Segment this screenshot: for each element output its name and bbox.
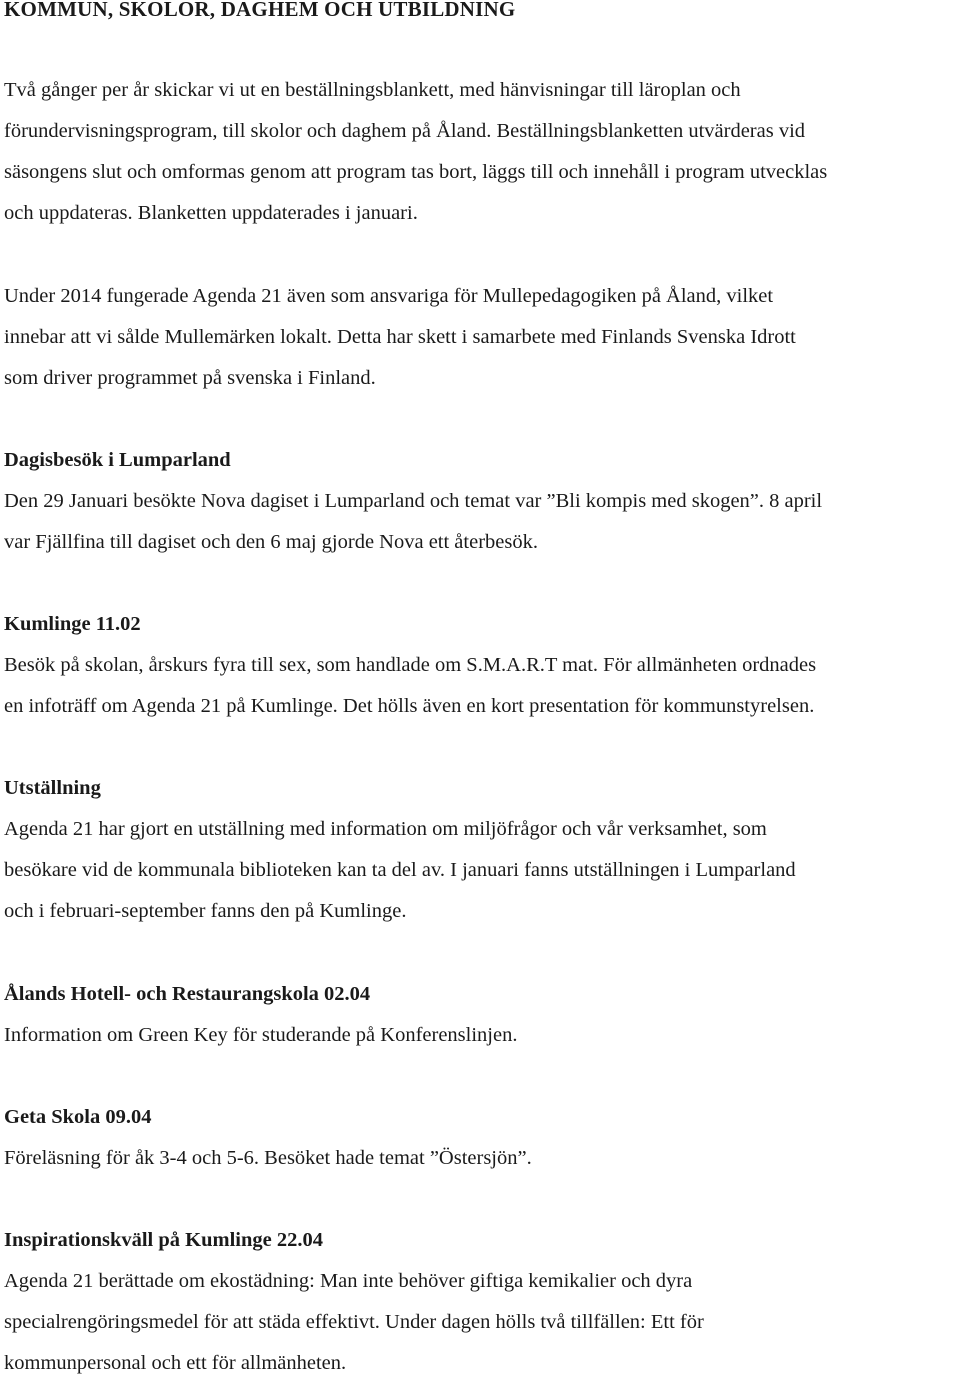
section-heading: Inspirationskväll på Kumlinge 22.04 (4, 1229, 323, 1251)
agenda-paragraph (4, 276, 956, 399)
intro-line: och uppdateras. Blanketten uppdaterades i januari. (4, 202, 418, 224)
section-inspirationskvall (4, 1220, 956, 1384)
intro-line: säsongens slut och omformas genom att program tas bort, läggs till och innehåll i program utvecklas (4, 161, 828, 183)
intro-paragraph (4, 70, 956, 234)
section-line: Agenda 21 har gjort en utställning med information om miljöfrågor och vår verksamhet, som (4, 818, 767, 840)
section-utstallning (4, 768, 956, 932)
section-line: och i februari-september fanns den på Kumlinge. (4, 900, 407, 922)
section-line: besökare vid de kommunala biblioteken kan ta del av. I januari fanns utställningen i Lumparland (4, 859, 796, 881)
section-line: specialrengöringsmedel för att städa effektivt. Under dagen hölls två tillfällen: Ett för (4, 1311, 704, 1333)
section-line: Den 29 Januari besökte Nova dagiset i Lumparland och temat var ”Bli kompis med skogen”. 8 april (4, 490, 823, 512)
section-line: Föreläsning för åk 3-4 och 5-6. Besöket hade temat ”Östersjön”. (4, 1147, 532, 1169)
intro-line: förundervisningsprogram, till skolor och daghem på Åland. Beställningsblanketten utvärderas vid (4, 120, 806, 142)
section-heading: Geta Skola 09.04 (4, 1106, 152, 1128)
section-heading: Kumlinge 11.02 (4, 613, 141, 635)
section-heading: Dagisbesök i Lumparland (4, 449, 231, 471)
section-heading: Utställning (4, 777, 101, 799)
agenda-line: innebar att vi sålde Mullemärken lokalt. Detta har skett i samarbete med Finlands Svenska Idrott (4, 326, 796, 348)
intro-line: Två gånger per år skickar vi ut en beställningsblankett, med hänvisningar till läroplan och (4, 79, 741, 101)
section-dagisbesok (4, 440, 956, 563)
agenda-line: som driver programmet på svenska i Finland. (4, 367, 376, 389)
section-line: kommunpersonal och ett för allmänheten. (4, 1352, 347, 1374)
section-line: Besök på skolan, årskurs fyra till sex, som handlade om S.M.A.R.T mat. För allmänheten ordnades (4, 654, 817, 676)
section-heading: Ålands Hotell- och Restaurangskola 02.04 (4, 983, 371, 1005)
section-geta-skola (4, 1097, 956, 1179)
section-line: Information om Green Key för studerande på Konferenslinjen. (4, 1024, 518, 1046)
section-line: en infoträff om Agenda 21 på Kumlinge. Det hölls även en kort presentation för kommunstyrelsen. (4, 695, 815, 717)
section-hotellskola (4, 974, 956, 1056)
section-kumlinge (4, 604, 956, 727)
section-line: Agenda 21 berättade om ekostädning: Man inte behöver giftiga kemikalier och dyra (4, 1270, 693, 1292)
document-title: KOMMUN, SKOLOR, DAGHEM OCH UTBILDNING (4, 0, 516, 21)
section-line: var Fjällfina till dagiset och den 6 maj gjorde Nova ett återbesök. (4, 531, 538, 553)
agenda-line: Under 2014 fungerade Agenda 21 även som ansvariga för Mullepedagogiken på Åland, vilket (4, 285, 774, 307)
